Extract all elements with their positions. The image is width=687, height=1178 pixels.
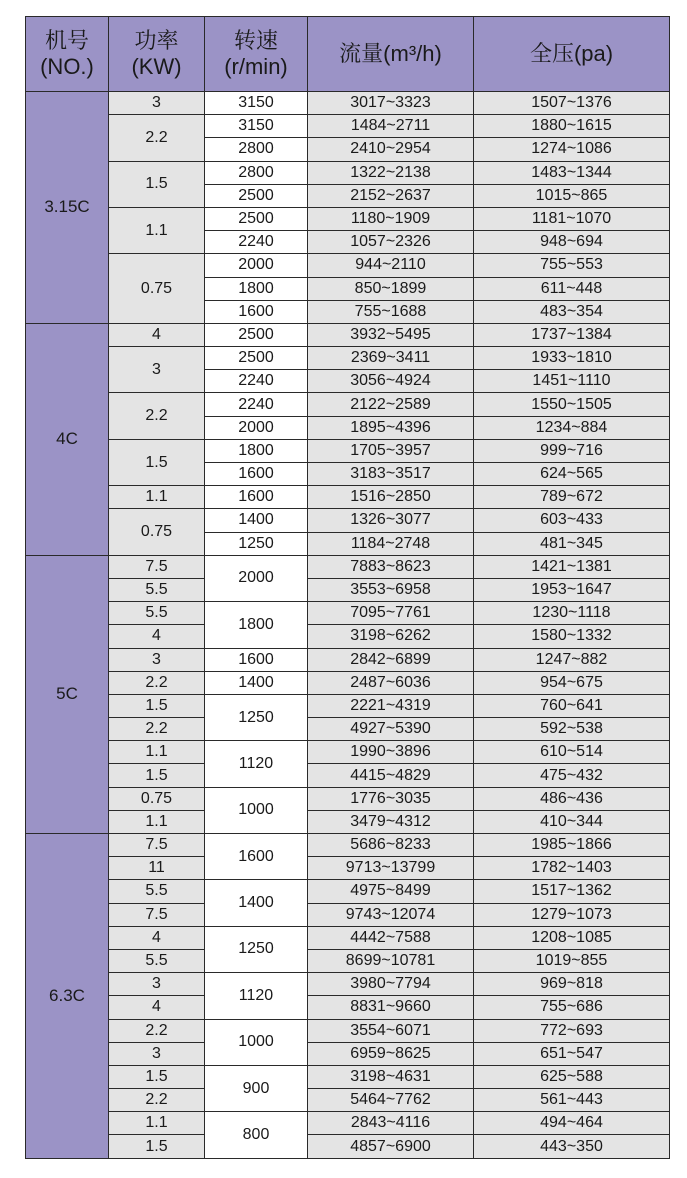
pressure-cell: 410~344 [474,810,670,833]
model-cell: 5C [26,555,109,833]
table-row [26,161,670,184]
speed-cell: 1120 [205,741,308,787]
power-cell: 4 [109,996,205,1019]
flow-cell: 4975~8499 [308,880,474,903]
pressure-cell: 1517~1362 [474,880,670,903]
fan-spec-table-container [25,16,670,1159]
table-row [26,671,670,694]
power-cell: 5.5 [109,602,205,625]
speed-cell: 1250 [205,926,308,972]
speed-cell: 800 [205,1112,308,1158]
table-row [26,926,670,949]
pressure-cell: 1880~1615 [474,115,670,138]
power-cell: 4 [109,926,205,949]
pressure-cell: 999~716 [474,439,670,462]
pressure-cell: 755~686 [474,996,670,1019]
pressure-cell: 611~448 [474,277,670,300]
flow-cell: 1990~3896 [308,741,474,764]
pressure-cell: 1274~1086 [474,138,670,161]
table-row [26,1019,670,1042]
flow-cell: 7883~8623 [308,555,474,578]
power-cell: 3 [109,92,205,115]
power-cell: 2.2 [109,671,205,694]
flow-cell: 2842~6899 [308,648,474,671]
flow-cell: 2410~2954 [308,138,474,161]
speed-cell: 1250 [205,532,308,555]
speed-cell: 2000 [205,416,308,439]
table-row [26,718,670,741]
speed-cell: 1800 [205,439,308,462]
power-cell: 0.75 [109,787,205,810]
pressure-cell: 483~354 [474,300,670,323]
flow-cell: 1057~2326 [308,231,474,254]
pressure-cell: 1247~882 [474,648,670,671]
power-cell: 7.5 [109,555,205,578]
flow-cell: 2221~4319 [308,694,474,717]
table-body [26,92,670,1159]
pressure-cell: 1015~865 [474,184,670,207]
power-cell: 2.2 [109,718,205,741]
pressure-cell: 1181~1070 [474,207,670,230]
flow-cell: 3553~6958 [308,578,474,601]
pressure-cell: 789~672 [474,486,670,509]
pressure-cell: 1737~1384 [474,323,670,346]
flow-cell: 2843~4116 [308,1112,474,1135]
power-cell: 1.5 [109,764,205,787]
speed-cell: 1600 [205,486,308,509]
pressure-cell: 1933~1810 [474,347,670,370]
flow-cell: 2369~3411 [308,347,474,370]
table-row [26,555,670,578]
header-flow: 流量(m³/h) [308,17,474,92]
flow-cell: 8831~9660 [308,996,474,1019]
table-row [26,1089,670,1112]
table-row [26,1065,670,1088]
model-cell: 3.15C [26,92,109,324]
pressure-cell: 1019~855 [474,949,670,972]
flow-cell: 944~2110 [308,254,474,277]
speed-cell: 2500 [205,323,308,346]
pressure-cell: 481~345 [474,532,670,555]
flow-cell: 3198~4631 [308,1065,474,1088]
table-row [26,973,670,996]
speed-cell: 1400 [205,671,308,694]
header-row [26,17,670,92]
power-cell: 0.75 [109,509,205,555]
header-speed: 转速 (r/min) [205,17,308,92]
table-row [26,207,670,230]
speed-cell: 1600 [205,463,308,486]
flow-cell: 1184~2748 [308,532,474,555]
power-cell: 1.5 [109,439,205,485]
flow-cell: 1516~2850 [308,486,474,509]
header-power: 功率 (KW) [109,17,205,92]
flow-cell: 2487~6036 [308,671,474,694]
power-cell: 1.5 [109,1135,205,1158]
power-cell: 5.5 [109,578,205,601]
table-row [26,439,670,462]
pressure-cell: 954~675 [474,671,670,694]
speed-cell: 1600 [205,834,308,880]
table-row [26,857,670,880]
pressure-cell: 592~538 [474,718,670,741]
power-cell: 1.1 [109,741,205,764]
speed-cell: 1400 [205,880,308,926]
flow-cell: 4415~4829 [308,764,474,787]
speed-cell: 1120 [205,973,308,1019]
table-row [26,625,670,648]
speed-cell: 2500 [205,184,308,207]
table-row [26,694,670,717]
pressure-cell: 1580~1332 [474,625,670,648]
flow-cell: 3183~3517 [308,463,474,486]
pressure-cell: 755~553 [474,254,670,277]
pressure-cell: 1279~1073 [474,903,670,926]
flow-cell: 3198~6262 [308,625,474,648]
power-cell: 2.2 [109,393,205,439]
table-row [26,648,670,671]
flow-cell: 9713~13799 [308,857,474,880]
pressure-cell: 1550~1505 [474,393,670,416]
speed-cell: 2800 [205,138,308,161]
speed-cell: 3150 [205,115,308,138]
pressure-cell: 1230~1118 [474,602,670,625]
flow-cell: 3980~7794 [308,973,474,996]
table-row [26,880,670,903]
pressure-cell: 603~433 [474,509,670,532]
speed-cell: 1800 [205,602,308,648]
pressure-cell: 969~818 [474,973,670,996]
flow-cell: 1895~4396 [308,416,474,439]
pressure-cell: 760~641 [474,694,670,717]
pressure-cell: 772~693 [474,1019,670,1042]
power-cell: 3 [109,347,205,393]
table-row [26,810,670,833]
pressure-cell: 948~694 [474,231,670,254]
table-row [26,903,670,926]
power-cell: 2.2 [109,115,205,161]
power-cell: 1.5 [109,694,205,717]
power-cell: 2.2 [109,1019,205,1042]
flow-cell: 2152~2637 [308,184,474,207]
pressure-cell: 1234~884 [474,416,670,439]
power-cell: 7.5 [109,903,205,926]
pressure-cell: 1507~1376 [474,92,670,115]
table-row [26,741,670,764]
table-row [26,996,670,1019]
table-row [26,115,670,138]
flow-cell: 850~1899 [308,277,474,300]
pressure-cell: 651~547 [474,1042,670,1065]
speed-cell: 2500 [205,347,308,370]
flow-cell: 3479~4312 [308,810,474,833]
pressure-cell: 1782~1403 [474,857,670,880]
pressure-cell: 561~443 [474,1089,670,1112]
flow-cell: 7095~7761 [308,602,474,625]
pressure-cell: 1985~1866 [474,834,670,857]
speed-cell: 1600 [205,300,308,323]
flow-cell: 3932~5495 [308,323,474,346]
speed-cell: 2240 [205,231,308,254]
power-cell: 5.5 [109,949,205,972]
power-cell: 0.75 [109,254,205,324]
speed-cell: 1000 [205,1019,308,1065]
table-row [26,254,670,277]
table-row [26,486,670,509]
speed-cell: 2240 [205,393,308,416]
flow-cell: 5464~7762 [308,1089,474,1112]
model-cell: 4C [26,323,109,555]
table-row [26,602,670,625]
flow-cell: 3017~3323 [308,92,474,115]
flow-cell: 4927~5390 [308,718,474,741]
speed-cell: 1800 [205,277,308,300]
pressure-cell: 624~565 [474,463,670,486]
pressure-cell: 494~464 [474,1112,670,1135]
power-cell: 3 [109,648,205,671]
speed-cell: 1600 [205,648,308,671]
power-cell: 1.1 [109,207,205,253]
table-row [26,1135,670,1158]
table-row [26,578,670,601]
power-cell: 11 [109,857,205,880]
flow-cell: 5686~8233 [308,834,474,857]
power-cell: 7.5 [109,834,205,857]
flow-cell: 1484~2711 [308,115,474,138]
flow-cell: 1180~1909 [308,207,474,230]
power-cell: 1.5 [109,1065,205,1088]
pressure-cell: 486~436 [474,787,670,810]
table-row [26,393,670,416]
pressure-cell: 1953~1647 [474,578,670,601]
power-cell: 1.5 [109,161,205,207]
flow-cell: 1326~3077 [308,509,474,532]
table-row [26,347,670,370]
pressure-cell: 1483~1344 [474,161,670,184]
pressure-cell: 1421~1381 [474,555,670,578]
power-cell: 1.1 [109,486,205,509]
pressure-cell: 1208~1085 [474,926,670,949]
table-row [26,323,670,346]
table-row [26,92,670,115]
power-cell: 5.5 [109,880,205,903]
table-row [26,834,670,857]
table-header [26,17,670,92]
power-cell: 2.2 [109,1089,205,1112]
speed-cell: 2500 [205,207,308,230]
table-row [26,949,670,972]
header-pressure: 全压(pa) [474,17,670,92]
power-cell: 3 [109,1042,205,1065]
power-cell: 4 [109,323,205,346]
speed-cell: 3150 [205,92,308,115]
speed-cell: 900 [205,1065,308,1111]
flow-cell: 8699~10781 [308,949,474,972]
power-cell: 1.1 [109,810,205,833]
power-cell: 4 [109,625,205,648]
table-row [26,509,670,532]
power-cell: 3 [109,973,205,996]
pressure-cell: 443~350 [474,1135,670,1158]
table-row [26,1112,670,1135]
flow-cell: 9743~12074 [308,903,474,926]
flow-cell: 6959~8625 [308,1042,474,1065]
speed-cell: 2240 [205,370,308,393]
model-cell: 6.3C [26,834,109,1159]
pressure-cell: 625~588 [474,1065,670,1088]
pressure-cell: 610~514 [474,741,670,764]
flow-cell: 4442~7588 [308,926,474,949]
table-row [26,1042,670,1065]
fan-performance-table [25,16,670,1159]
speed-cell: 1000 [205,787,308,833]
flow-cell: 755~1688 [308,300,474,323]
pressure-cell: 475~432 [474,764,670,787]
table-row [26,764,670,787]
flow-cell: 2122~2589 [308,393,474,416]
speed-cell: 2800 [205,161,308,184]
flow-cell: 3554~6071 [308,1019,474,1042]
speed-cell: 1400 [205,509,308,532]
power-cell: 1.1 [109,1112,205,1135]
flow-cell: 3056~4924 [308,370,474,393]
flow-cell: 1322~2138 [308,161,474,184]
flow-cell: 4857~6900 [308,1135,474,1158]
speed-cell: 1250 [205,694,308,740]
pressure-cell: 1451~1110 [474,370,670,393]
flow-cell: 1776~3035 [308,787,474,810]
speed-cell: 2000 [205,254,308,277]
speed-cell: 2000 [205,555,308,601]
flow-cell: 1705~3957 [308,439,474,462]
header-model: 机号 (NO.) [26,17,109,92]
table-row [26,787,670,810]
